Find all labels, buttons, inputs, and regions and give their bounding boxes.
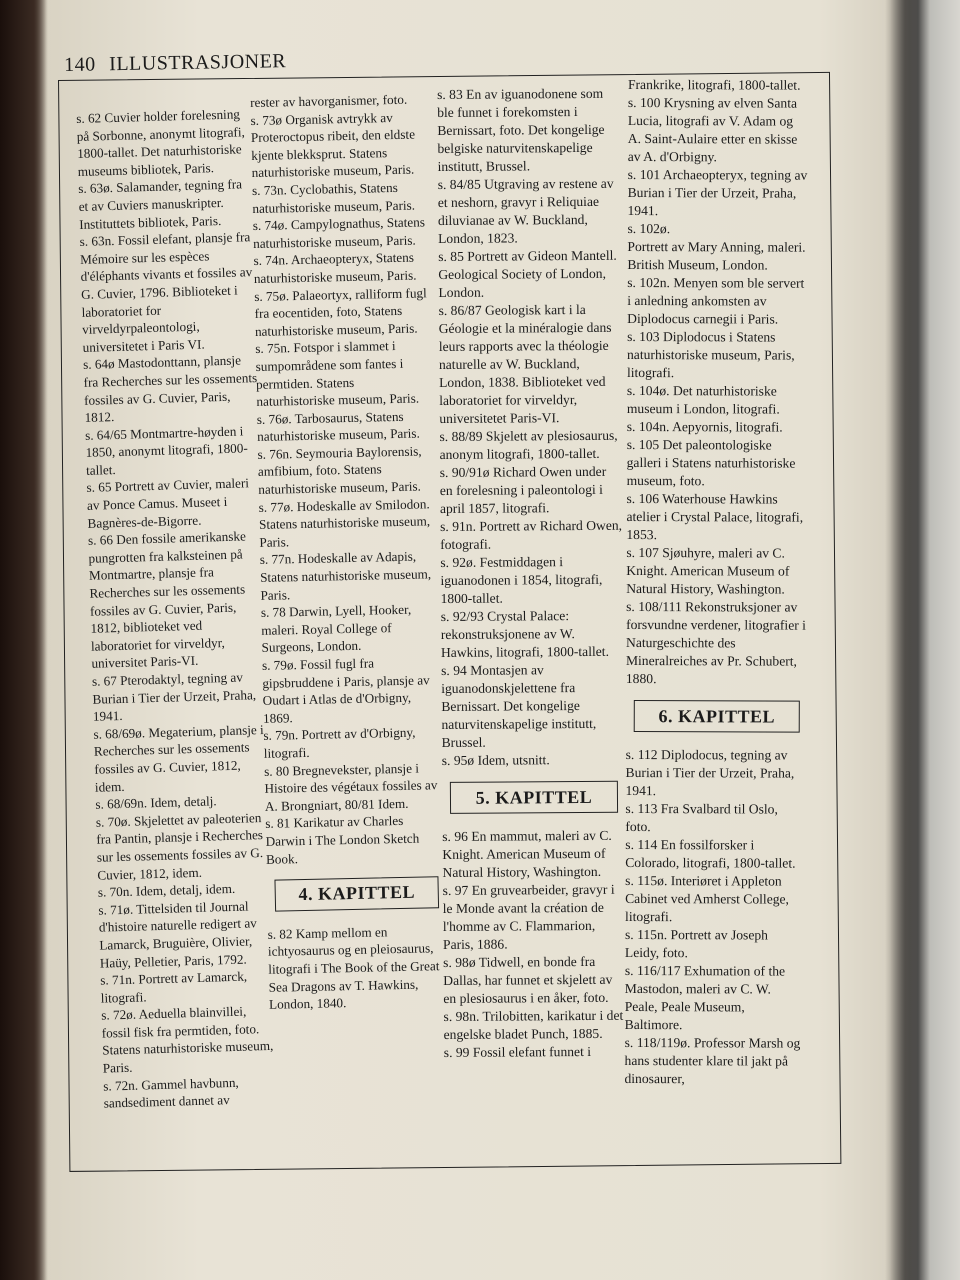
chapter-heading: 6. KAPITTEL bbox=[634, 700, 800, 733]
caption-entry: s. 103 Diplodocus i Statens naturhistoriske museum, Paris, litografi. bbox=[626, 328, 795, 381]
caption-entry: s. 115ø. Interiøret i Appleton Cabinet ved Amherst College, litografi. bbox=[625, 872, 790, 925]
caption-entry: s. 70n. Idem, detalj, idem. bbox=[97, 880, 236, 900]
caption-entry: s. 98n. Trilobitten, karikatur i det engelske bladet Punch, 1885. bbox=[443, 1007, 624, 1042]
caption-entry: s. 81 Karikatur av Charles Darwin i The London Sketch Book. bbox=[265, 813, 420, 867]
column-2 bbox=[250, 90, 447, 1013]
caption-entry: s. 90/91ø Richard Owen under en forelesning i paleontologi i april 1857, litografi. bbox=[439, 463, 607, 516]
caption-entry: s. 104ø. Det naturhistoriske museum i London, litografi. bbox=[626, 382, 780, 417]
caption-entry: s. 95ø Idem, utsnitt. bbox=[441, 752, 550, 768]
caption-entry: s. 75ø. Palaeortyx, ralliform fugl fra eocentiden, foto, Statens naturhistoriske museum, Paris. bbox=[254, 284, 427, 339]
caption-entry: s. 118/119ø. Professor Marsh og hans studenter klare til jakt på dinosaurer, bbox=[624, 1034, 801, 1087]
caption-entry: rester av havorganismer, foto. bbox=[250, 91, 408, 110]
caption-entry: s. 66 Den fossile amerikanske pungrotten fra kalksteinen på Montmartre, plansje fra Recherches sur les ossements fossiles av G. Cuvier, Paris, 1812, biblioteket ved laboratoriet for virveldyr, universitet Paris-VI. bbox=[87, 528, 247, 672]
caption-entry: s. 72ø. Aeduella blainvillei, fossil fisk fra permtiden, foto. Statens naturhistoriske museum, Paris. bbox=[101, 1003, 274, 1076]
page-number: 140 bbox=[64, 53, 96, 76]
caption-entry: s. 84/85 Utgraving av restene av et neshorn, gravyr i Reliquiae diluvianae av W. Buckland, London, 1823. bbox=[437, 175, 614, 246]
caption-entry: s. 108/111 Rekonstruksjoner av forsvundne verdener, litografier i Naturgeschichte des Mineralreiches av Pr. Schubert, 1880. bbox=[625, 598, 807, 687]
caption-entry: s. 88/89 Skjelett av plesiosaurus, anonym litografi, 1800-tallet. bbox=[439, 427, 618, 462]
caption-entry: s. 63ø. Salamander, tegning fra et av Cuviers manuskripter. Instituttets bibliotek, Paris. bbox=[77, 176, 243, 232]
caption-entry: s. 65 Portrett av Cuvier, maleri av Ponce Camus. Museet i Bagnères-de-Bigorre. bbox=[86, 475, 250, 531]
column-1 bbox=[76, 105, 279, 1112]
page-header bbox=[64, 50, 286, 77]
caption-entry: s. 82 Kamp mellom en ichtyosaurus og en pleiosaurus, litografi i The Book of the Great Sea Dragons av T. Hawkins, London, 1840. bbox=[267, 924, 440, 1012]
caption-entry: s. 67 Pterodaktyl, tegning av Burian i Tier der Urzeit, Praha, 1941. bbox=[91, 669, 257, 724]
caption-entry: s. 102ø. bbox=[627, 220, 671, 237]
caption-entry: s. 70ø. Skjelettet av paleoterien fra Pantin, plansje i Recherches sur les ossements fossiles av G. Cuvier, 1812, idem. bbox=[95, 809, 264, 883]
caption-entry: s. 77ø. Hodeskalle av Smilodon. Statens naturhistoriske museum, Paris. bbox=[258, 495, 431, 550]
column-4 bbox=[624, 76, 808, 1089]
caption-entry: Frankrike, litografi, 1800-tallet. bbox=[627, 76, 801, 93]
caption-entry: s. 100 Krysning av elven Santa Lucia, litografi av V. Adam og A. Saint-Aulaire etter en skisse av A. d'Orbigny. bbox=[627, 94, 798, 165]
caption-entry: s. 63n. Fossil elefant, plansje fra Mémoire sur les espèces d'éléphants vivants et fossiles av G. Cuvier, 1796. Biblioteket i laboratoriet for virveldyrpaleontologi, universitetet i Paris VI. bbox=[79, 229, 253, 355]
page-title: ILLUSTRASJONER bbox=[108, 50, 287, 76]
caption-entry: s. 83 En av iguanodonene som ble funnet i forekomsten i Bernissart, foto. Det kongelige belgiske naturvitenskapelige institutt, Brussel. bbox=[437, 85, 605, 174]
caption-entry: s. 85 Portrett av Gideon Mantell. Geological Society of London, London. bbox=[438, 247, 617, 300]
caption-entry: s. 71n. Portrett av Lamarck, litografi. bbox=[100, 968, 248, 1006]
caption-entry: s. 113 Fra Svalbard til Oslo, foto. bbox=[625, 800, 778, 835]
background-shadow bbox=[0, 0, 48, 1280]
caption-entry: s. 68/69ø. Megaterium, plansje i Recherches sur les ossements fossiles av G. Cuvier, 1812, idem. bbox=[93, 721, 264, 795]
caption-entry: s. 76ø. Tarbosaurus, Statens naturhistoriske museum, Paris. bbox=[256, 408, 420, 445]
caption-entry: s. 104n. Aepyornis, litografi. bbox=[626, 418, 783, 435]
caption-entry: s. 73n. Cyclobathis, Statens naturhistoriske museum, Paris. bbox=[251, 179, 416, 216]
caption-entry: s. 77n. Hodeskalle av Adapis, Statens naturhistoriske museum, Paris. bbox=[259, 549, 432, 603]
caption-entry: s. 76n. Seymouria Baylorensis, amfibium, foto. Statens naturhistoriske museum, Paris. bbox=[257, 443, 422, 497]
caption-entry: s. 86/87 Geologisk kart i la Géologie et la minéralogie dans leurs rapports avec la théologie naturelle av W. Buckland, London, 1838. Biblioteket ved laboratoriet for virveldyr, universitetet Paris-VI. bbox=[438, 301, 612, 426]
caption-entry: s. 112 Diplodocus, tegning av Burian i Tier der Urzeit, Praha, 1941. bbox=[625, 746, 795, 799]
caption-entry: s. 97 En gruvearbeider, gravyr i le Monde avant la création de l'homme av C. Flammarion, Paris, 1886. bbox=[442, 881, 615, 952]
caption-entry: s. 79n. Portrett av d'Orbigny, litografi. bbox=[263, 725, 416, 761]
caption-entry: s. 72n. Gammel havbunn, sandsediment dannet av bbox=[103, 1074, 239, 1111]
caption-entry: s. 64/65 Montmartre-høyden i 1850, anonymt litografi, 1800-tallet. bbox=[84, 423, 248, 478]
caption-entry: s. 79ø. Fossil fugl fra gipsbruddene i Paris, plansje av Oudart i Atlas de d'Orbigny, 1869. bbox=[261, 655, 430, 726]
caption-entry: s. 116/117 Exhumation of the Mastodon, maleri av C. W. Peale, Peale Museum, Baltimore. bbox=[624, 962, 786, 1033]
chapter-heading: 5. KAPITTEL bbox=[450, 781, 618, 814]
caption-entry: s. 114 En fossilforsker i Colorado, litografi, 1800-tallet. bbox=[625, 836, 796, 871]
caption-entry: s. 74n. Archaeopteryx, Statens naturhistoriske museum, Paris. bbox=[253, 249, 417, 286]
caption-entry: s. 102n. Menyen som ble servert i anledning ankomsten av Diplodocus carnegii i Paris. bbox=[627, 274, 805, 327]
caption-entry: s. 96 En mammut, maleri av C. Knight. American Museum of Natural History, Washington. bbox=[442, 827, 612, 880]
column-3 bbox=[437, 85, 626, 1062]
caption-entry: s. 107 Sjøuhyre, maleri av C. Knight. American Museum of Natural History, Washington. bbox=[626, 544, 790, 597]
caption-entry: s. 92ø. Festmiddagen i iguanodonen i 1854, litografi, 1800-tallet. bbox=[440, 554, 603, 606]
caption-entry: s. 68/69n. Idem, detalj. bbox=[95, 793, 217, 812]
caption-entry: s. 98ø Tidwell, en bonde fra Dallas, har funnet et skjelett av en plesiosaurus i en åker, foto. bbox=[443, 953, 613, 1006]
caption-entry: s. 115n. Portrett av Joseph Leidy, foto. bbox=[624, 926, 769, 961]
caption-entry: s. 92/93 Crystal Palace: rekonstruksjonene av W. Hawkins, litografi, 1800-tallet. bbox=[440, 608, 610, 660]
caption-entry: s. 91n. Portrett av Richard Owen, fotografi. bbox=[440, 517, 623, 552]
caption-entry: s. 80 Bregnevekster, plansje i Histoire des végétaux fossiles av A. Brongniart, 80/81 Idem. bbox=[264, 760, 438, 814]
caption-entry: s. 101 Archaeopteryx, tegning av Burian i Tier der Urzeit, Praha, 1941. bbox=[627, 166, 808, 219]
book-spine-fold bbox=[890, 0, 960, 1280]
caption-entry: s. 99 Fossil elefant funnet i bbox=[443, 1043, 592, 1060]
caption-entry: s. 105 Det paleontologiske galleri i Statens naturhistoriske museum, foto. bbox=[626, 436, 796, 489]
caption-entry: s. 71ø. Tittelsiden til Journal d'histoire naturelle redigert av Lamarck, Bruguière, Olivier, Haüy, Pelletier, Paris, 1792. bbox=[98, 898, 257, 971]
caption-entry: s. 75n. Fotspor i slammet i sumpområdene som fantes i permtiden. Statens naturhistoriske museum, Paris. bbox=[255, 338, 420, 410]
caption-entry: s. 78 Darwin, Lyell, Hooker, maleri. Royal College of Surgeons, London. bbox=[260, 601, 412, 656]
caption-entry: s. 94 Montasjen av iguanodonskjelettene fra Bernissart. Det kongelige naturvitenskapelige institutt, Brussel. bbox=[441, 662, 597, 750]
caption-entry: s. 106 Waterhouse Hawkins atelier i Crystal Palace, litografi, 1853. bbox=[626, 490, 804, 543]
chapter-heading: 4. KAPITTEL bbox=[274, 876, 439, 911]
caption-entry: s. 64ø Mastodonttann, plansje fra Recherches sur les ossements fossiles av G. Cuvier, Paris, 1812. bbox=[82, 352, 258, 425]
caption-entry: Portrett av Mary Anning, maleri. British Museum, London. bbox=[627, 238, 806, 273]
caption-entry: s. 74ø. Campylognathus, Statens naturhistoriske museum, Paris. bbox=[252, 214, 426, 251]
caption-entry: s. 73ø Organisk avtrykk av Proteroctopus ribeit, den eldste kjente blekksprut. Statens naturhistoriske museum, Paris. bbox=[250, 109, 416, 181]
caption-entry: s. 62 Cuvier holder forelesning på Sorbonne, anonymt litografi, 1800-tallet. Det naturhistoriske museums bibliotek, Paris. bbox=[76, 106, 245, 179]
